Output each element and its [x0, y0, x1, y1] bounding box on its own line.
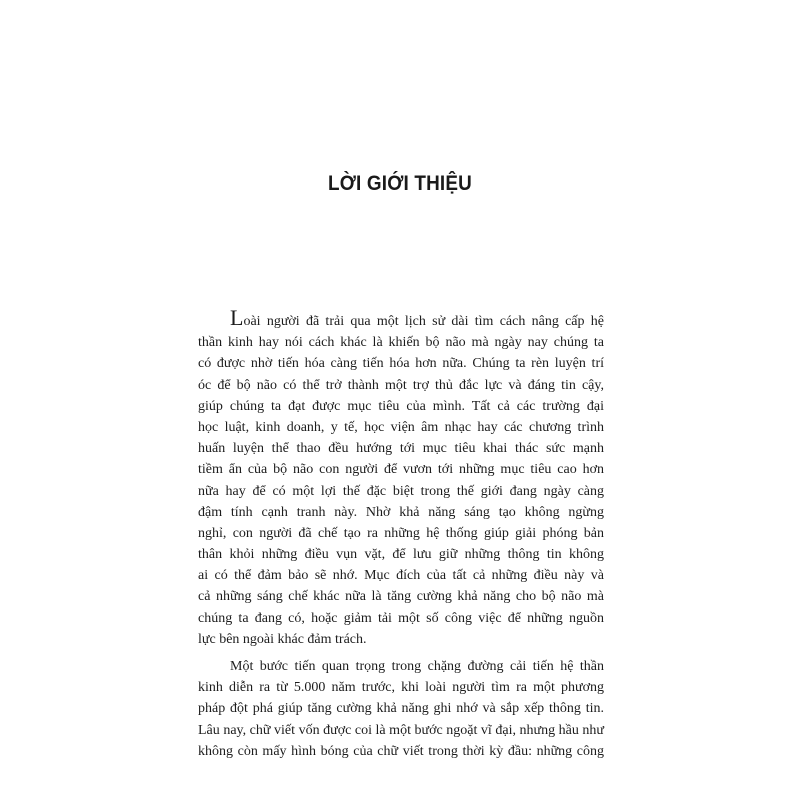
text-line: cả những sáng chế khác nữa là tăng cường khả năng cho bộ não mà: [198, 589, 604, 605]
text-line: học luật, kinh doanh, y tế, học viện âm nhạc hay các chương trình: [198, 419, 604, 435]
paragraph-1: [198, 305, 604, 650]
text-line: có được nhờ tiến hóa càng tiến hóa hơn nữa. Chúng ta rèn luyện trí: [198, 356, 604, 372]
text-line: ai có thể đảm bảo sẽ nhớ. Mục đích của tất cả những điều này và: [198, 568, 604, 584]
first-line-text: oài người đã trải qua một lịch sử dài tìm cách nâng cấp hệ: [243, 314, 604, 329]
text-line: đậm tính cạnh tranh này. Nhờ khả năng sáng tạo không ngừng: [198, 504, 604, 520]
text-line: kinh diễn ra từ 5.000 năm trước, khi loài người tìm ra một phương: [198, 680, 604, 696]
text-line: nghỉ, con người đã chế tạo ra những hệ thống giúp giải phóng bản: [198, 525, 604, 541]
text-line: giúp chúng ta đạt được mục tiêu của mình. Tất cả các trường đại: [198, 398, 604, 414]
text-line: thân khỏi những điều vụn vặt, để lưu giữ những thông tin không: [198, 547, 604, 563]
text-line: óc để bộ não có thể trở thành một trợ thủ đắc lực và đáng tin cậy,: [198, 377, 604, 393]
text-line: huấn luyện thể thao đều hướng tới mục tiêu khai thác sức mạnh: [198, 441, 604, 457]
text-line: tiềm ẩn của bộ não con người để vươn tới những mục tiêu cao hơn: [198, 462, 604, 478]
chapter-title: LỜI GIỚI THIỆU: [328, 172, 472, 195]
text-line: lực bên ngoài khác đảm trách.: [198, 631, 367, 647]
paragraph-2: [198, 656, 604, 762]
text-line: chúng ta đang có, hoặc giảm tải một số công việc để những nguồn: [198, 610, 604, 626]
paragraph-first-line: [198, 305, 604, 332]
body-text: [198, 305, 604, 762]
text-line: không còn mấy hình bóng của chữ viết trong thời kỳ đầu: những công: [198, 743, 604, 759]
text-line: thần kinh hay nói cách khác là khiến bộ não mà ngày nay chúng ta: [198, 335, 604, 351]
drop-cap: L: [230, 305, 244, 330]
text-line: Lâu nay, chữ viết vốn được coi là một bước ngoặt vĩ đại, nhưng hầu như: [198, 722, 604, 738]
text-line: pháp đột phá giúp tăng cường khả năng ghi nhớ và sắp xếp thông tin.: [198, 701, 604, 717]
text-line: nữa hay để có một lợi thế đặc biệt trong thế giới đang ngày càng: [198, 483, 604, 499]
text-line: Một bước tiến quan trọng trong chặng đường cải tiến hệ thần: [230, 659, 604, 674]
